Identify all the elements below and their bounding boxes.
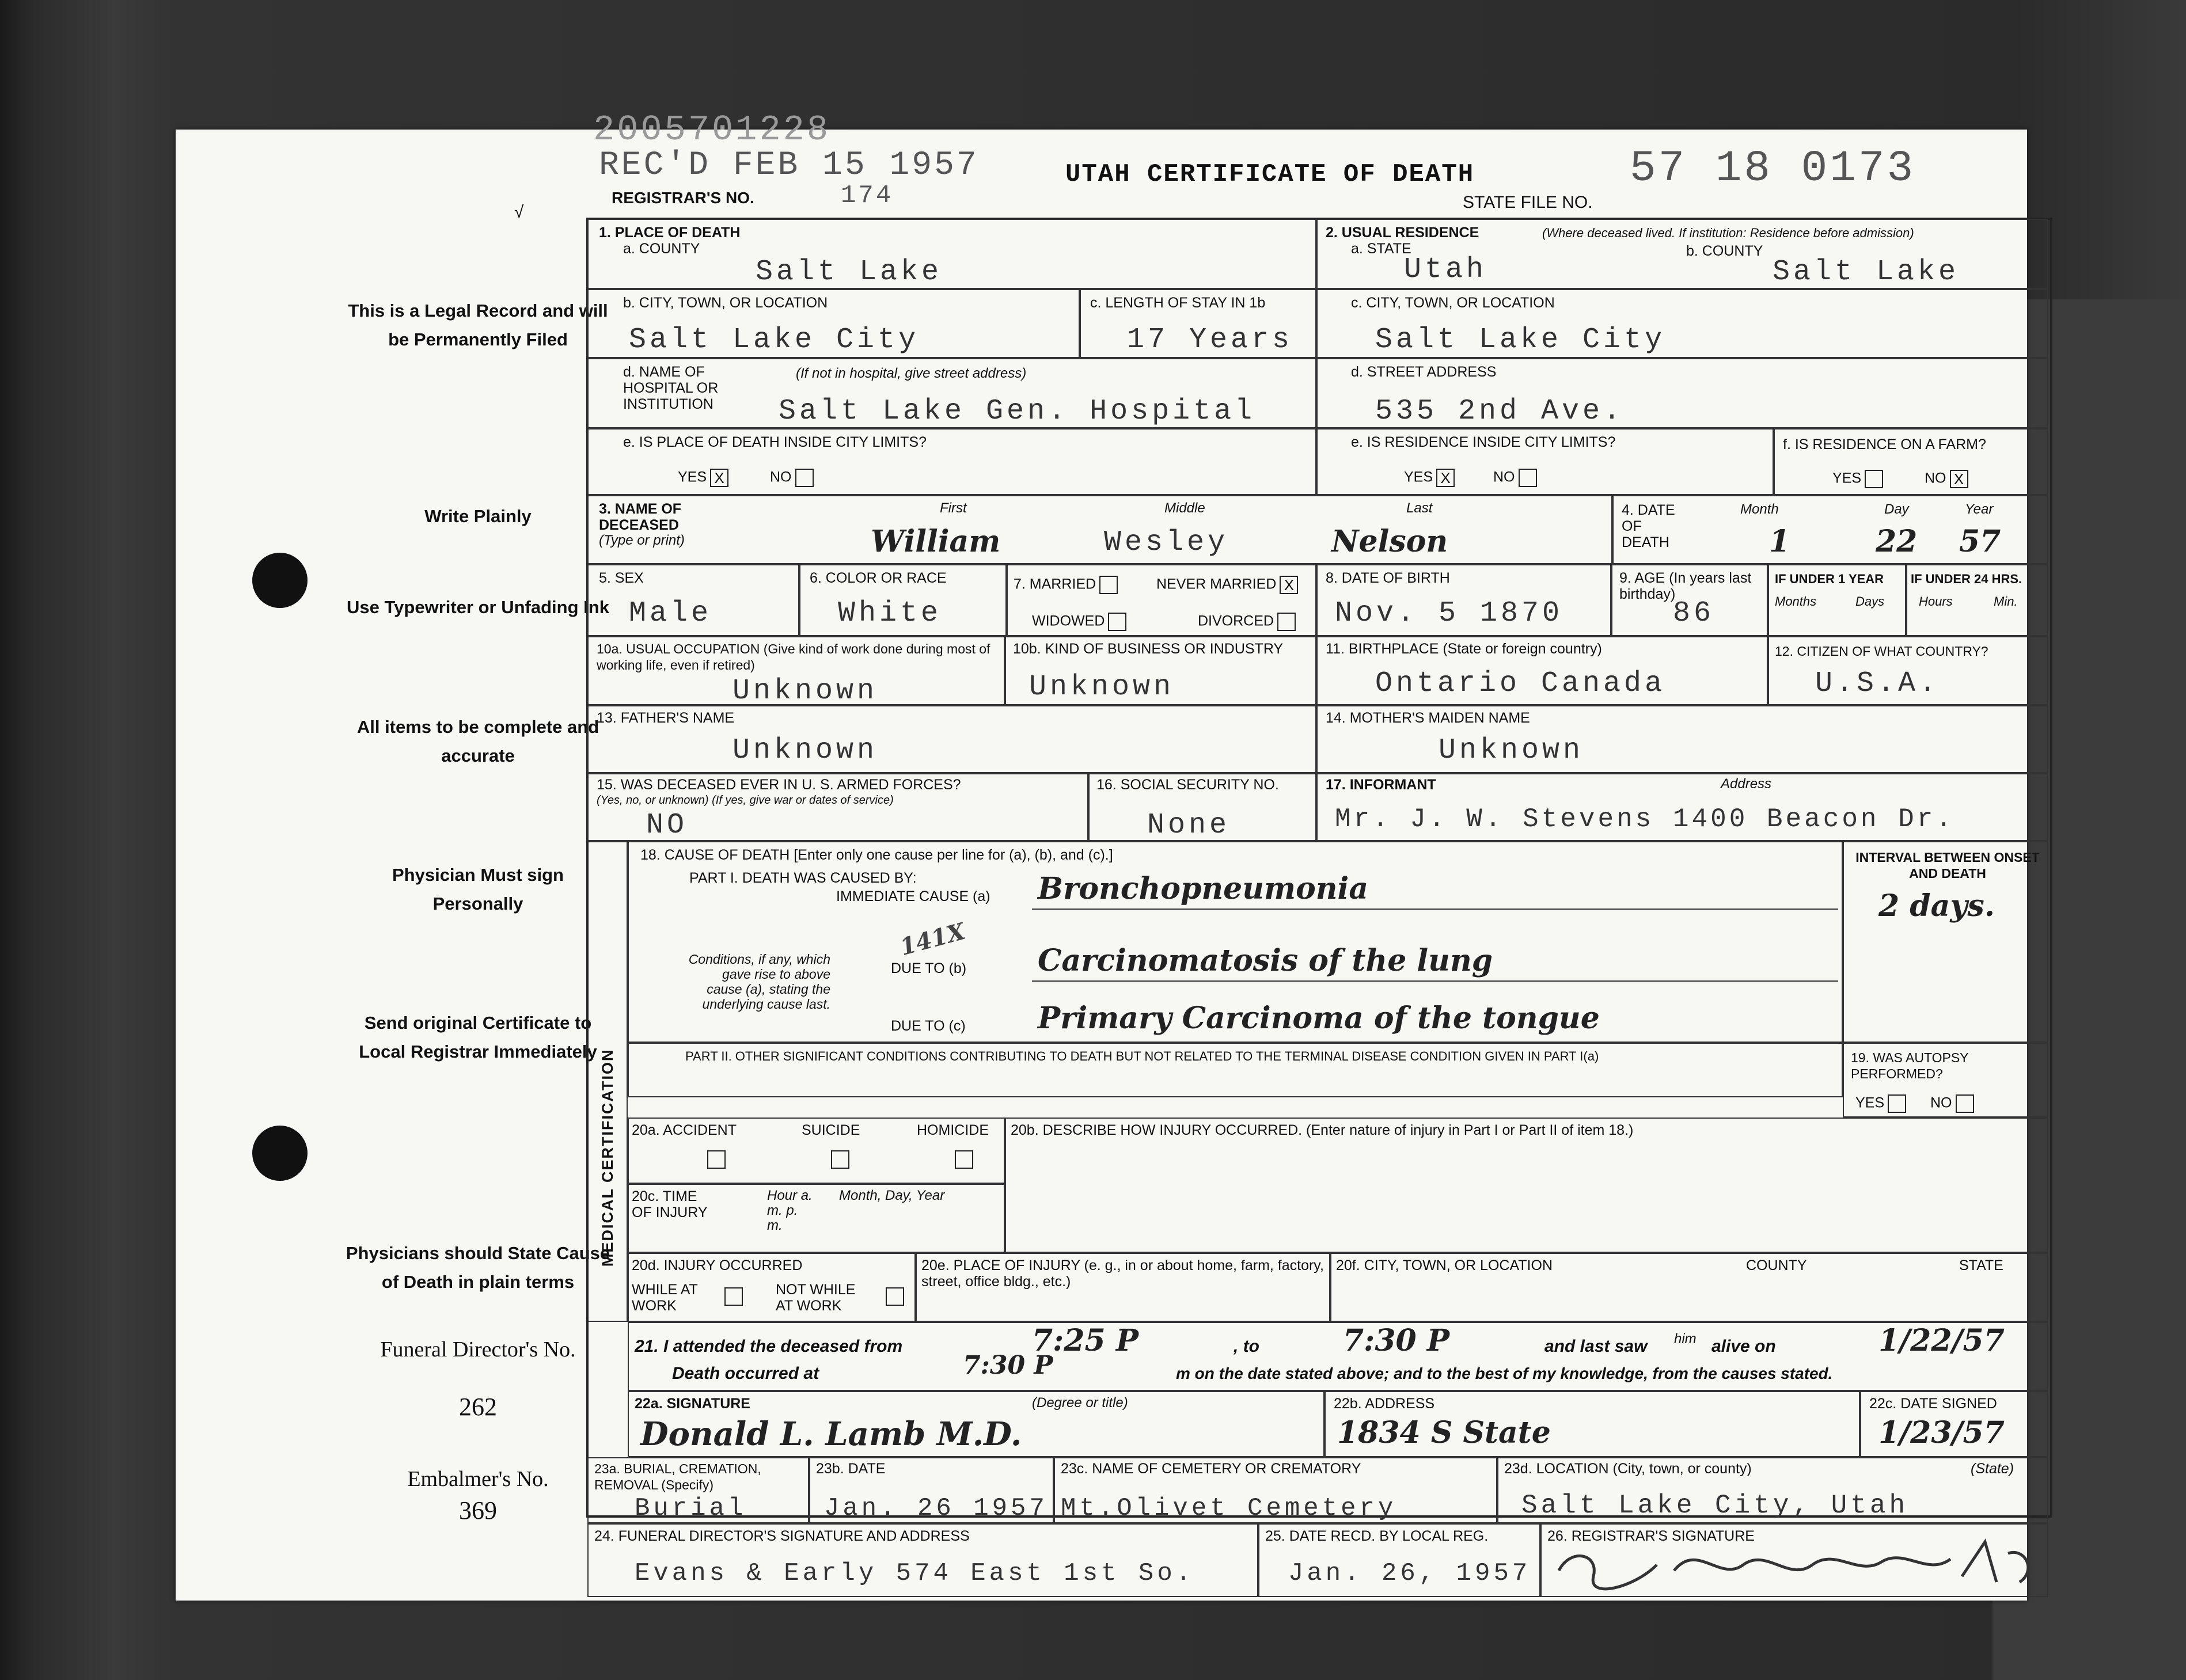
attended-to-value: 7:30 P — [1343, 1323, 1449, 1358]
code-annotation: 141X — [897, 917, 968, 961]
injury-city-cell: 20f. CITY, TOWN, OR LOCATION COUNTY STATE — [1330, 1253, 2048, 1322]
alive-on-value: 1/22/57 — [1878, 1323, 2005, 1358]
hospital-cell: d. NAME OF HOSPITAL OR INSTITUTION (If not in hospital, give street address) Salt Lake Gen. Hospital — [587, 358, 1316, 428]
accident-cell: 20a. ACCIDENT SUICIDE HOMICIDE — [628, 1118, 1005, 1184]
inside-limits-cell: e. IS PLACE OF DEATH INSIDE CITY LIMITS? YES X NO — [587, 428, 1316, 495]
location-cell: 23d. LOCATION (City, town, or county) (State) Salt Lake City, Utah — [1497, 1457, 2048, 1523]
residence-state-value: Utah — [1404, 253, 1487, 286]
interval-cell: INTERVAL BETWEEN ONSET AND DEATH 2 days. — [1843, 841, 2048, 1043]
res-inside-yes-checkbox[interactable]: X — [1436, 469, 1455, 487]
armed-cell: 15. WAS DECEASED EVER IN U. S. ARMED FORCES? (Yes, no, or unknown) (If yes, give war or dates of service) NO — [587, 773, 1088, 841]
city-cell: b. CITY, TOWN, OR LOCATION Salt Lake City — [587, 289, 1080, 358]
father-cell: 13. FATHER'S NAME Unknown — [587, 705, 1316, 773]
note-write-plainly: Write Plainly — [424, 506, 532, 526]
due-to-b-value: Carcinomatosis of the lung — [1038, 943, 1493, 978]
punch-hole — [252, 1126, 308, 1181]
mother-value: Unknown — [1439, 734, 1584, 767]
cemetery-cell: 23c. NAME OF CEMETERY OR CREMATORY Mt.Olivet Cemetery — [1054, 1457, 1497, 1523]
medical-certification-label: MEDICAL CERTIFICATION — [599, 1048, 616, 1267]
note-send-original: Send original Certificate to Local Registrar Immediately — [359, 1013, 597, 1062]
place-injury-cell: 20e. PLACE OF INJURY (e. g., in or about home, farm, factory, street, office bldg., etc.) — [916, 1253, 1330, 1322]
suicide-checkbox[interactable] — [831, 1150, 849, 1169]
page-title: UTAH CERTIFICATE OF DEATH — [1065, 160, 1475, 189]
homicide-checkbox[interactable] — [955, 1150, 973, 1169]
registrar-signature-scribble — [1547, 1530, 2043, 1594]
age-value: 86 — [1673, 597, 1715, 630]
physician-address-value: 1834 S State — [1337, 1415, 1551, 1450]
never-married-checkbox[interactable]: X — [1280, 576, 1298, 594]
injury-occurred-cell: 20d. INJURY OCCURRED WHILE AT WORK NOT WHILE AT WORK — [628, 1253, 916, 1322]
time-injury-cell: 20c. TIME OF INJURY Hour a. m. p. m. Month, Day, Year — [628, 1184, 1005, 1253]
cemetery-value: Mt.Olivet Cemetery — [1061, 1494, 1397, 1523]
birth-cell: 8. DATE OF BIRTH Nov. 5 1870 — [1316, 564, 1611, 636]
middle-name-value: Wesley — [1104, 526, 1229, 559]
death-year-value: 57 — [1959, 524, 2001, 559]
registrar-label: REGISTRAR'S NO. — [612, 189, 754, 207]
residence-county-value: Salt Lake — [1773, 256, 1960, 288]
check-mark: √ — [514, 203, 524, 222]
occupation-value: Unknown — [733, 675, 878, 708]
interval-value: 2 days. — [1878, 888, 1995, 923]
date-of-death-cell: 4. DATE OF DEATH Month Day Year 1 22 57 — [1612, 495, 2048, 564]
res-inside-no-checkbox[interactable] — [1519, 469, 1537, 487]
date-signed-value: 1/23/57 — [1878, 1415, 2005, 1450]
res-inside-cell: e. IS RESIDENCE INSIDE CITY LIMITS? YES X NO — [1316, 428, 1774, 495]
business-cell: 10b. KIND OF BUSINESS OR INDUSTRY Unknown — [1005, 636, 1316, 705]
attendance-cell: 21. I attended the deceased from 7:25 P , to 7:30 P and last saw him alive on 1/22/57 Death occurred at 7:30 P m on the date stated above; and to the best of my knowledge, from the causes stated. — [628, 1322, 2048, 1391]
hospital-value: Salt Lake Gen. Hospital — [779, 395, 1256, 428]
funeral-director-value: Evans & Early 574 East 1st So. — [635, 1559, 1195, 1588]
citizen-value: U.S.A. — [1815, 667, 1940, 700]
birthplace-value: Ontario Canada — [1375, 667, 1666, 700]
race-value: White — [838, 597, 942, 630]
accident-checkbox[interactable] — [707, 1150, 726, 1169]
name-cell: 3. NAME OF DECEASED (Type or print) First Middle Last William Wesley Nelson — [587, 495, 1612, 564]
informant-cell: 17. INFORMANT Address Mr. J. W. Stevens 1400 Beacon Dr. — [1316, 773, 2048, 841]
mother-cell: 14. MOTHER'S MAIDEN NAME Unknown — [1316, 705, 2048, 773]
residence-city-value: Salt Lake City — [1375, 324, 1666, 356]
farm-cell: f. IS RESIDENCE ON A FARM? YES NO X — [1774, 428, 2048, 495]
married-checkbox[interactable] — [1099, 576, 1118, 594]
note-legal-record: This is a Legal Record and will be Permanently Filed — [348, 301, 608, 349]
county-value: Salt Lake — [756, 256, 943, 288]
immediate-cause-value: Bronchopneumonia — [1038, 871, 1369, 906]
widowed-checkbox[interactable] — [1108, 613, 1126, 631]
date-received-cell: 25. DATE RECD. BY LOCAL REG. Jan. 26, 1957 — [1258, 1523, 1540, 1597]
ssn-cell: 16. SOCIAL SECURITY NO. None — [1088, 773, 1316, 841]
attended-from-value: 7:25 P — [1032, 1323, 1138, 1358]
birth-value: Nov. 5 1870 — [1335, 597, 1563, 630]
received-stamp: REC'D FEB 15 1957 — [599, 147, 979, 184]
part-two-cell: PART II. OTHER SIGNIFICANT CONDITIONS CONTRIBUTING TO DEATH BUT NOT RELATED TO THE TERMINAL DISEASE CONDITION GIVEN IN PART I(a) — [628, 1043, 1843, 1097]
farm-yes-checkbox[interactable] — [1865, 470, 1883, 488]
under-24-cell: IF UNDER 24 HRS. Hours Min. — [1906, 564, 2048, 636]
residence-city-cell: c. CITY, TOWN, OR LOCATION Salt Lake City — [1316, 289, 2048, 358]
autopsy-cell: 19. WAS AUTOPSY PERFORMED? YES NO — [1843, 1043, 2048, 1118]
serial-stamp: 2005701228 — [593, 109, 831, 150]
date-received-value: Jan. 26, 1957 — [1288, 1559, 1531, 1588]
sex-value: Male — [629, 597, 712, 630]
birthplace-cell: 11. BIRTHPLACE (State or foreign country) Ontario Canada — [1316, 636, 1768, 705]
autopsy-yes-checkbox[interactable] — [1888, 1094, 1906, 1113]
autopsy-no-checkbox[interactable] — [1956, 1094, 1974, 1113]
age-cell: 9. AGE (In years last birthday) 86 — [1611, 564, 1768, 636]
sex-cell: 5. SEX Male — [587, 564, 799, 636]
street-cell: d. STREET ADDRESS 535 2nd Ave. — [1316, 358, 2048, 428]
street-value: 535 2nd Ave. — [1375, 395, 1625, 428]
not-while-at-work-checkbox[interactable] — [886, 1287, 904, 1306]
note-typewriter: Use Typewriter or Unfading Ink — [347, 597, 609, 617]
inside-yes-checkbox[interactable]: X — [710, 469, 728, 487]
location-value: Salt Lake City, Utah — [1521, 1491, 1909, 1521]
burial-cell: 23a. BURIAL, CREMATION, REMOVAL (Specify) Burial — [587, 1457, 809, 1523]
embalmer-number: 369 — [459, 1496, 497, 1525]
embalmer-label: Embalmer's No. — [407, 1467, 549, 1491]
marital-cell: 7. MARRIED NEVER MARRIED X WIDOWED DIVORCED — [1007, 564, 1316, 636]
cause-cell: 18. CAUSE OF DEATH [Enter only one cause per line for (a), (b), and (c).] PART I. DEATH WAS CAUSED BY: IMMEDIATE CAUSE (a) Bronchopneumonia Conditions, if any, which gave rise to above cause (a), stating the underlying cause last. 141X DUE TO (b) Carcinomatosis of the lung DUE TO (c) Primary Carcinoma of the tongue — [628, 841, 1843, 1043]
death-month-value: 1 — [1769, 524, 1790, 559]
death-day-value: 22 — [1876, 524, 1918, 559]
date-signed-cell: 22c. DATE SIGNED 1/23/57 — [1860, 1391, 2048, 1457]
state-file-number: 57 18 0173 — [1630, 144, 1916, 193]
father-value: Unknown — [733, 734, 878, 767]
death-time-value: 7:30 P — [963, 1351, 1053, 1380]
state-file-label: STATE FILE NO. — [1463, 193, 1593, 212]
describe-cell: 20b. DESCRIBE HOW INJURY OCCURRED. (Enter nature of injury in Part I or Part II of item 18.) — [1005, 1118, 2048, 1253]
burial-value: Burial — [635, 1494, 747, 1523]
signature-cell: 22a. SIGNATURE (Degree or title) Donald L. Lamb M.D. — [628, 1391, 1324, 1457]
inside-no-checkbox[interactable] — [795, 469, 814, 487]
funeral-director-label: Funeral Director's No. — [380, 1337, 576, 1362]
stay-cell: c. LENGTH OF STAY IN 1b 17 Years — [1080, 289, 1316, 358]
due-to-c-value: Primary Carcinoma of the tongue — [1038, 1001, 1600, 1036]
burial-date-cell: 23b. DATE Jan. 26 1957 — [809, 1457, 1054, 1523]
note-complete: All items to be complete and accurate — [356, 717, 599, 766]
note-physician-sign: Physician Must sign Personally — [392, 865, 564, 914]
last-name-value: Nelson — [1331, 524, 1448, 559]
burial-date-value: Jan. 26 1957 — [824, 1494, 1048, 1523]
note-cause-terms: Physicians should State Cause of Death in plain terms — [346, 1243, 610, 1292]
county-cell: 1. PLACE OF DEATH a. COUNTY Salt Lake — [587, 219, 1316, 289]
city-value: Salt Lake City — [629, 324, 920, 356]
funeral-director-cell: 24. FUNERAL DIRECTOR'S SIGNATURE AND ADDRESS Evans & Early 574 East 1st So. — [587, 1523, 1258, 1597]
first-name-value: William — [871, 524, 1001, 559]
physician-address-cell: 22b. ADDRESS 1834 S State — [1324, 1391, 1860, 1457]
stay-value: 17 Years — [1127, 324, 1293, 356]
physician-signature: Donald L. Lamb M.D. — [640, 1415, 1022, 1453]
funeral-director-number: 262 — [459, 1393, 497, 1421]
occupation-cell: 10a. USUAL OCCUPATION (Give kind of work done during most of working life, even if retired) Unknown — [587, 636, 1005, 705]
registrar-signature-cell: 26. REGISTRAR'S SIGNATURE — [1540, 1523, 2048, 1597]
while-at-work-checkbox[interactable] — [724, 1287, 743, 1306]
ssn-value: None — [1147, 809, 1231, 842]
race-cell: 6. COLOR OR RACE White — [799, 564, 1007, 636]
residence-state-cell: 2. USUAL RESIDENCE (Where deceased lived. If institution: Residence before admission) a. STATE Utah b. COUNTY Salt Lake — [1316, 219, 2048, 289]
under-year-cell: IF UNDER 1 YEAR Months Days — [1768, 564, 1906, 636]
punch-hole — [252, 553, 308, 608]
business-value: Unknown — [1029, 671, 1175, 704]
farm-no-checkbox[interactable]: X — [1950, 470, 1968, 488]
informant-value: Mr. J. W. Stevens 1400 Beacon Dr. — [1335, 804, 1955, 834]
registrar-number: 174 — [841, 181, 894, 210]
citizen-cell: 12. CITIZEN OF WHAT COUNTRY? U.S.A. — [1768, 636, 2048, 705]
divorced-checkbox[interactable] — [1277, 613, 1296, 631]
armed-value: NO — [646, 809, 688, 842]
